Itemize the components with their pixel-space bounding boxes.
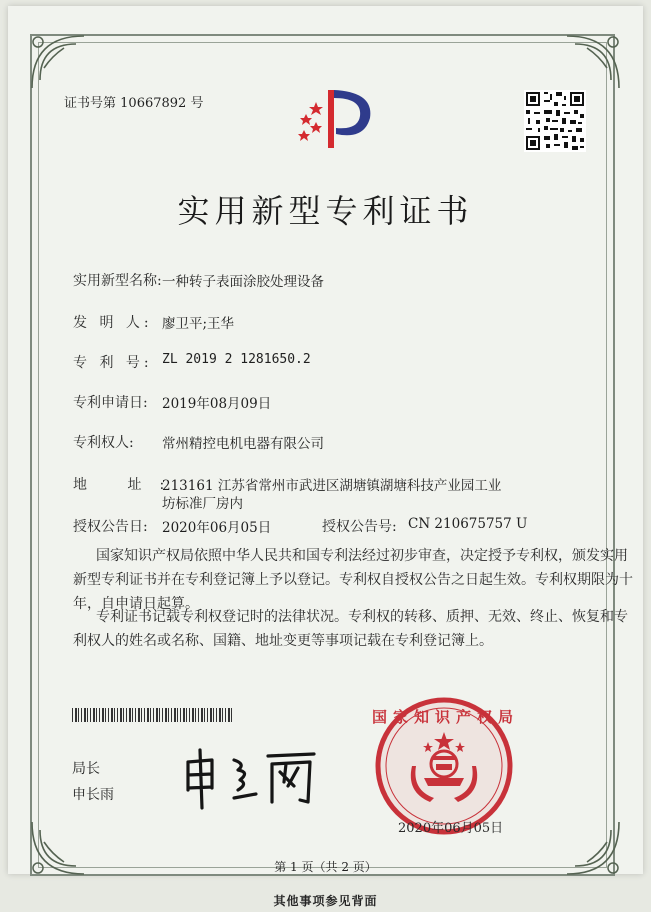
- director-signature: [176, 742, 326, 812]
- certificate-title: 实用新型专利证书: [177, 192, 474, 230]
- grant-date-value: 2020年06月05日: [162, 520, 272, 536]
- filing-date-label: 专利申请日:: [73, 395, 148, 411]
- corner-ornament-top-left: [24, 28, 94, 98]
- grant-date-label: 授权公告日:: [73, 519, 148, 535]
- patent-number-value: ZL 2019 2 1281650.2: [162, 352, 311, 367]
- filing-date-value: 2019年08月09日: [162, 396, 272, 412]
- certificate-number: [64, 92, 203, 111]
- barcode-strip: [72, 708, 232, 722]
- director-title: 局长: [72, 761, 100, 777]
- grant-publication-number-value: CN 210675757 U: [408, 516, 528, 532]
- cnipa-logo-icon: [286, 84, 378, 154]
- paragraph-line: 年，自申请日起算。: [73, 596, 199, 612]
- certificate-number-label: 证书号第: [64, 96, 117, 111]
- director-name: 申长雨: [72, 787, 114, 803]
- corner-ornament-top-right: [557, 28, 627, 98]
- address-label: 地 址:: [73, 477, 183, 493]
- paragraph-line: 新型专利证书并在专利登记簿上予以登记。专利权自授权公告之日起生效。专利权期限为十: [73, 572, 633, 588]
- page-info: 第 1 页（共 2 页）: [274, 860, 377, 874]
- seal-date: 2020年06月05日: [398, 821, 504, 836]
- inventor-label: 发 明 人:: [73, 315, 153, 331]
- utility-model-name-label: 实用新型名称:: [73, 273, 162, 289]
- paragraph-line: 利权人的姓名或名称、国籍、地址变更等事项记载在专利登记簿上。: [73, 633, 493, 649]
- paragraph-line: 国家知识产权局依照中华人民共和国专利法经过初步审查，决定授予专利权，颁发实用: [96, 548, 628, 564]
- patentee-label: 专利权人:: [73, 435, 134, 451]
- patentee-value: 常州精控电机电器有限公司: [162, 436, 324, 452]
- paragraph-line: 专利证书记载专利权登记时的法律状况。专利权的转移、质押、无效、终止、恢复和专: [96, 609, 628, 625]
- certificate-number-value: 10667892: [120, 96, 187, 111]
- grant-publication-number-label: 授权公告号:: [322, 519, 397, 535]
- inventor-value: 廖卫平;王华: [162, 316, 235, 332]
- footer-note: 其他事项参见背面: [273, 894, 378, 908]
- utility-model-name-value: 一种转子表面涂胶处理设备: [162, 274, 324, 290]
- seal-text: 国家知识产权局: [372, 708, 520, 726]
- patent-number-label: 专 利 号:: [73, 355, 153, 371]
- qr-code-icon: [524, 90, 586, 152]
- address-value-line1: 213161 江苏省常州市武进区湖塘镇湖塘科技产业园工业: [162, 478, 502, 494]
- certificate-number-suffix: 号: [190, 96, 204, 111]
- address-value-line2: 坊标准厂房内: [162, 496, 243, 512]
